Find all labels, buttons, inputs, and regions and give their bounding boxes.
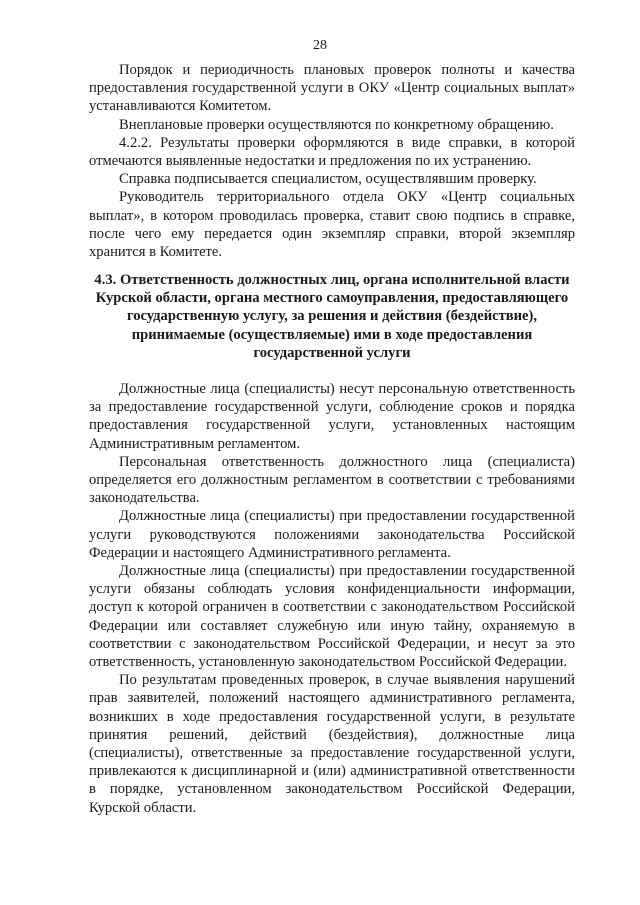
paragraph-unscheduled-inspections: Внеплановые проверки осуществляются по конкретному обращению.: [119, 116, 554, 133]
page-number: 28: [313, 38, 327, 53]
paragraph-confidentiality: Должностные лица (специалисты) при предоставлении государственной услуги обязаны соблюдать условия конфиденциальности информации, доступ к которой ограничен в соответствии с законодательством Российской Федерации или составляет служебную или иную тайну, охраняемую в соответствии с законодательством Российской Федерации, и несут за это ответственность, установленную законодательством Российской Федерации.: [89, 563, 575, 671]
paragraph-disciplinary-liability: По результатам проведенных проверок, в случае выявления нарушений прав заявителей, положений настоящего административного регламента, возникших в ходе предоставления государственной услуги, в результате принятия решений, действий (бездействия), должностные лица (специалисты), ответственные за предоставление государственной услуги, привлекаются к дисциплинарной и (или) административной ответственности в порядке, установленном законодательством Российской Федерации, Курской области.: [89, 672, 575, 816]
section-heading: 4.3. Ответственность должностных лиц, органа исполнительной власти Курской области, органа местного самоуправления, предоставляющего государственную услугу, за решения и действия (бездействие), принимаемые (осуществляемые) ими в ходе предоставления государственной услуги: [94, 272, 570, 361]
top-text-block: [89, 61, 575, 261]
paragraph-inspection-results: 4.2.2. Результаты проверки оформляются в виде справки, в которой отмечаются выявленные недостатки и предложения по их устранению.: [89, 134, 575, 170]
paragraph-personal-responsibility: Должностные лица (специалисты) несут персональную ответственность за предоставление государственной услуги, соблюдение сроков и порядка предоставления государственной услуги, установленных настоящим Административным регламентом.: [89, 381, 575, 452]
paragraph-certificate-signed: Справка подписывается специалистом, осуществлявшим проверку.: [119, 171, 537, 188]
paragraph-department-head: Руководитель территориального отдела ОКУ «Центр социальных выплат», в котором проводилась проверка, ставит свою подпись в справке, после чего ему передается один экземпляр справки, второй экземпляр хранится в Комитете.: [89, 189, 575, 261]
paragraph-job-regulation: Персональная ответственность должностного лица (специалиста) определяется его должностным регламентом в соответствии с требованиями законодательства.: [89, 453, 575, 507]
paragraph-inspection-order: Порядок и периодичность плановых проверок полноты и качества предоставления государственной услуги в ОКУ «Центр социальных выплат» устанавливаются Комитетом.: [89, 62, 575, 115]
paragraph-legislation-guidance: Должностные лица (специалисты) при предоставлении государственной услуги руководствуются положениями законодательства Российской Федерации и настоящего Административного регламента.: [89, 508, 575, 561]
section-text-block: [89, 380, 575, 817]
